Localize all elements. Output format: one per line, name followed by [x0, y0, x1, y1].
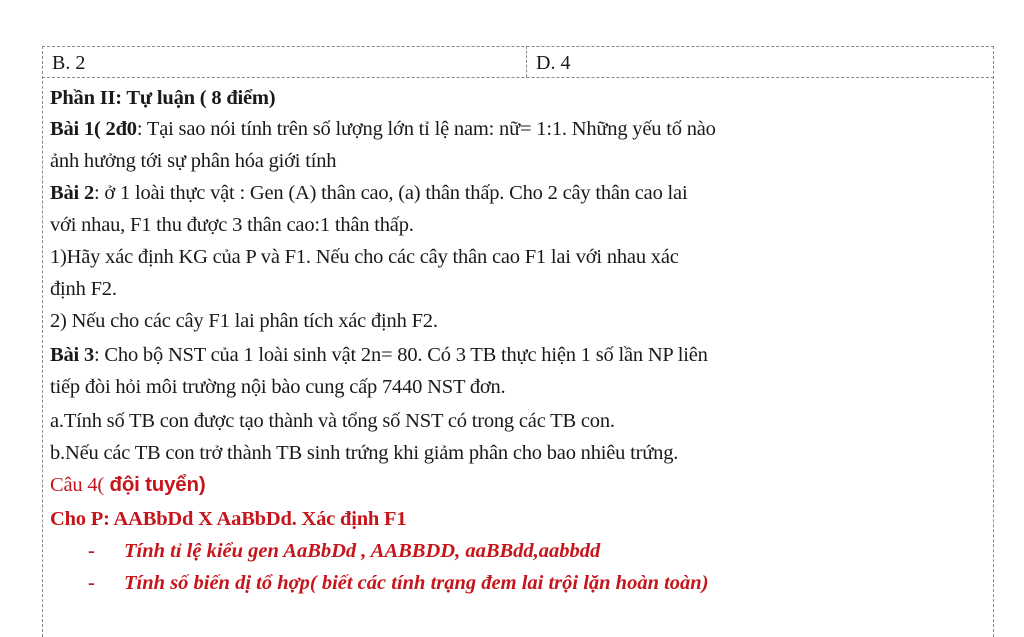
bai1-line2: ảnh hưởng tới sự phân hóa giới tính — [50, 150, 337, 172]
bai3-label: Bài 3 — [50, 344, 94, 366]
bai2-label: Bài 2 — [50, 182, 94, 204]
cau4-bullet-2-text: Tính số biến dị tổ hợp( biết các tính trạng đem lai trội lặn hoàn toàn) — [124, 572, 709, 594]
cau4-bullet-1-text: Tính tỉ lệ kiểu gen AaBbDd , AABBDD, aaBBdd,aabbdd — [124, 540, 601, 562]
bai2-question1-line1: 1)Hãy xác định KG của P và F1. Nếu cho các cây thân cao F1 lai với nhau xác — [50, 246, 679, 268]
cau4-given: Cho P: AABbDd X AaBbDd. Xác định F1 — [50, 508, 407, 530]
bai1-text1: : Tại sao nói tính trên số lượng lớn tỉ lệ nam: nữ= 1:1. Những yếu tố nào — [136, 118, 716, 140]
bai3-question-a: a.Tính số TB con được tạo thành và tổng số NST có trong các TB con. — [50, 410, 615, 432]
table-top-border — [42, 46, 994, 47]
option-b: B. 2 — [52, 52, 86, 74]
bai3-line1 — [50, 340, 998, 370]
section-title: Phần II: Tự luận ( 8 điểm) — [50, 87, 276, 109]
bai2-text1: : ở 1 loài thực vật : Gen (A) thân cao, (a) thân thấp. Cho 2 cây thân cao lai — [94, 182, 688, 204]
bai3-question-b: b.Nếu các TB con trở thành TB sinh trứng khi giảm phân cho bao nhiêu trứng. — [50, 442, 679, 464]
bai2-line2: với nhau, F1 thu được 3 thân cao:1 thân thấp. — [50, 214, 414, 236]
cau4-label-team: đội tuyển) — [104, 473, 206, 496]
cau4-bullet-2 — [88, 568, 709, 598]
bai1-label: Bài 1( 2đ0 — [50, 118, 137, 140]
bai3-text1: : Cho bộ NST của 1 loài sinh vật 2n= 80. Có 3 TB thực hiện 1 số lần NP liên — [94, 344, 708, 366]
bai2-question2: 2) Nếu cho các cây F1 lai phân tích xác định F2. — [50, 310, 438, 332]
bai2-line1 — [50, 178, 998, 208]
option-d: D. 4 — [536, 52, 571, 74]
bai1-line1 — [50, 114, 998, 144]
cau4-heading — [50, 470, 998, 500]
bai2-question1-line2: định F2. — [50, 278, 117, 300]
top-margin — [0, 0, 1024, 42]
table-bottom-border — [42, 77, 994, 78]
cau4-bullet-1 — [88, 536, 600, 566]
bullet-dash-2: - — [88, 572, 95, 594]
bullet-dash-1: - — [88, 540, 95, 562]
table-middle-divider — [526, 46, 527, 77]
bai3-line2: tiếp đòi hỏi môi trường nội bào cung cấp 7440 NST đơn. — [50, 376, 506, 398]
cau4-label-prefix: Câu 4( — [50, 474, 105, 496]
text-left-boundary — [42, 46, 43, 637]
